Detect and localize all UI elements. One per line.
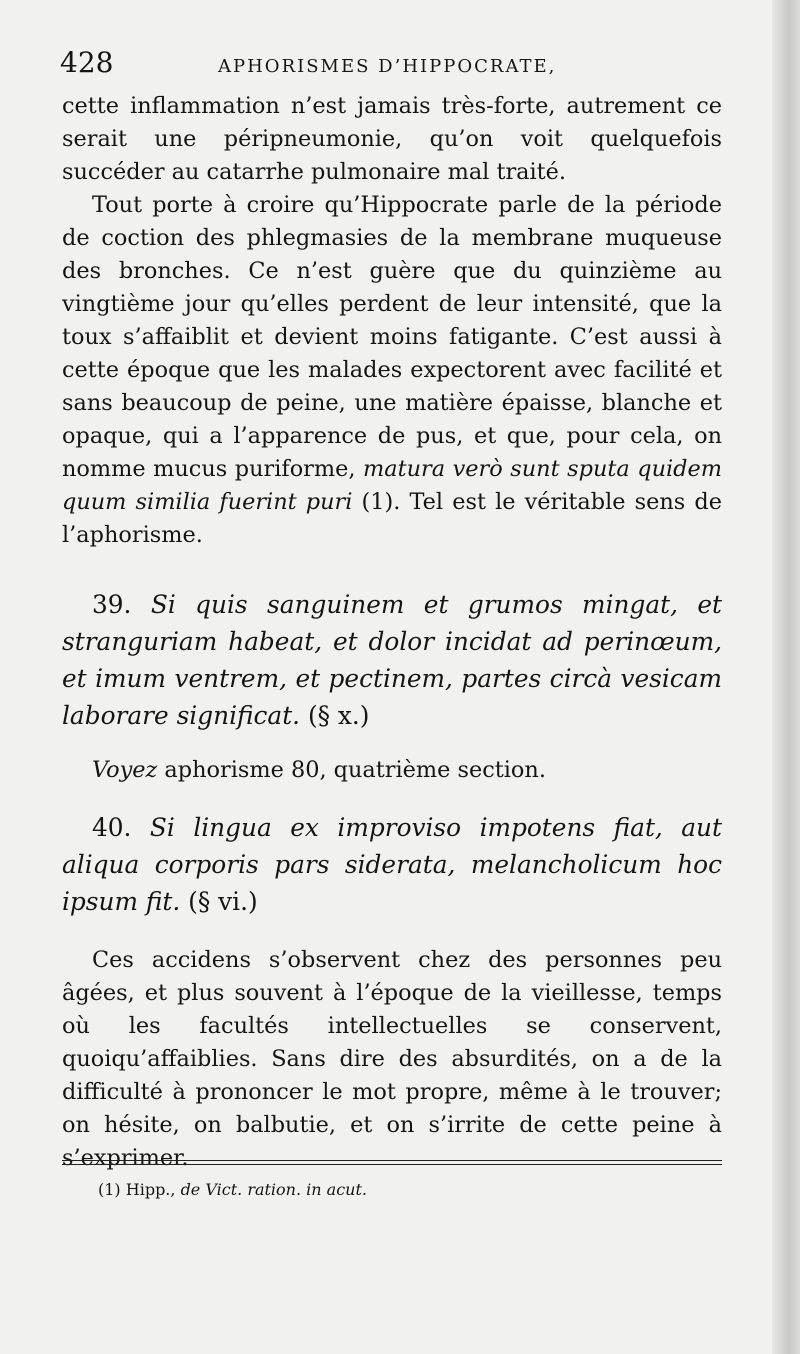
footnote-title: de Vict. ration. in acut. <box>180 1180 367 1199</box>
aphorism-text: Si lingua ex improviso impotens fiat, aut aliqua corporis pars siderata, melancholicum hoc ipsum fit. <box>62 813 722 916</box>
page-header <box>60 46 720 86</box>
running-head: APHORISMES D’HIPPOCRATE, <box>218 56 557 77</box>
paragraph-commentary: Ces accidens s’observent chez des personnes peu âgées, et plus souvent à l’époque de la vieillesse, temps où les facultés intellectuelles se conservent, quoiqu’affaiblies. Sans dire des absurdités, on a de la difficulté à prononcer le mot propre, même à le trouver; on hésite, on balbutie, et on s’irrite de cette peine à s’exprimer. <box>62 947 722 1171</box>
page-body <box>62 90 722 1175</box>
aphorism-39 <box>62 586 722 734</box>
paragraph-text: Tout porte à croire qu’Hippocrate parle de la période de coction des phlegmasies de la membrane muqueuse des bronches. Ce n’est guère que du quinzième au vingtième jour qu’elles perdent de leur intensité, que la toux s’affaiblit et devient moins fatigante. C’est aussi à cette époque que les malades expectorent avec facilité et sans beaucoup de peine, une matière épaisse, blanche et opaque, qui a l’apparence de pus, et que, pour cela, on nomme mucus puriforme, <box>62 192 722 482</box>
cross-reference-text: aphorisme 80, quatrième section. <box>157 757 546 783</box>
paragraph-end: Tel est le véritable sens de l’aphorisme. <box>62 489 722 548</box>
aphorism-number: 40. <box>92 813 150 842</box>
aphorism-number: 39. <box>92 590 151 619</box>
footnote-marker: (1). <box>352 489 410 515</box>
page-number: 428 <box>60 46 114 79</box>
latin-quote: matura verò sunt sputa quidem quum similia fuerint puri <box>62 456 722 515</box>
voyez-word: Voyez <box>92 757 158 783</box>
section-ref: (§ x.) <box>300 701 370 730</box>
aphorism-text: Si quis sanguinem et grumos mingat, et stranguriam habeat, et dolor incidat ad perinœum, et imum ventrem, et pectinem, partes circà vesicam laborare significat. <box>62 590 723 730</box>
aphorism-40 <box>62 809 722 920</box>
section-ref: (§ vi.) <box>180 887 258 916</box>
footnote-rule <box>62 1160 722 1165</box>
paragraph-coction <box>62 189 722 552</box>
footnote-mark: (1) Hipp., <box>98 1180 181 1199</box>
footnote <box>98 1180 367 1199</box>
cross-reference <box>62 754 722 787</box>
paragraph-continuation: cette inflammation n’est jamais très-forte, autrement ce serait une péripneumonie, qu’on voit quelquefois succéder au catarrhe pulmonaire mal traité. <box>62 93 722 185</box>
page-edge <box>772 0 800 1354</box>
